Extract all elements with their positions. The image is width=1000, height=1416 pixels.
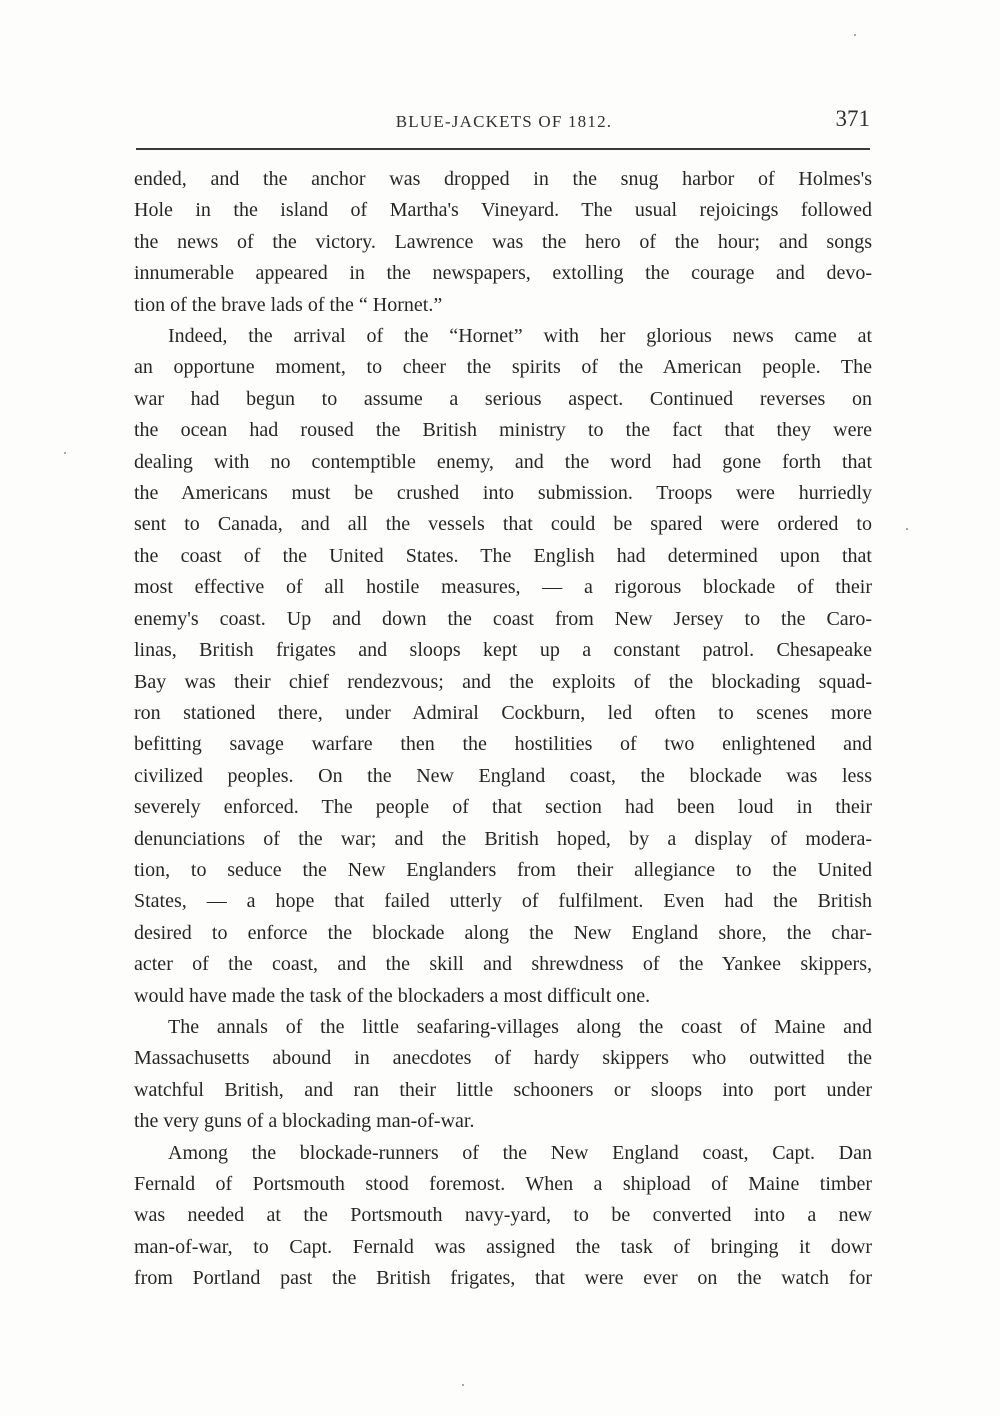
text-line: Fernald of Portsmouth stood foremost. When a shipload of Maine timber xyxy=(134,1173,872,1195)
text-line: watchful British, and ran their little schooners or sloops into port under xyxy=(134,1078,872,1101)
text-line: ended, and the anchor was dropped in the snug harbor of Holmes's xyxy=(134,168,872,190)
text-line: States, — a hope that failed utterly of fulfilment. Even had the British xyxy=(134,890,872,913)
text-line: the very guns of a blockading man-of-war. xyxy=(134,1110,475,1133)
text-line: Indeed, the arrival of the “Hornet” with her glorious news came at xyxy=(168,325,872,348)
paragraph-2 xyxy=(134,321,872,1012)
text-line: man-of-war, to Capt. Fernald was assigned the task of bringing it dowr xyxy=(134,1235,872,1258)
text-line: sent to Canada, and all the vessels that could be spared were ordered to xyxy=(134,513,872,536)
text-line: tion of the brave lads of the “ Hornet.” xyxy=(134,293,443,316)
text-line: the news of the victory. Lawrence was the hero of the hour; and songs xyxy=(134,230,872,253)
text-line: ron stationed there, under Admiral Cockburn, led often to scenes more xyxy=(134,701,872,724)
text-line: from Portland past the British frigates, that were ever on the watch for xyxy=(134,1267,872,1290)
text-line: The annals of the little seafaring-villages along the coast of Maine and xyxy=(168,1015,872,1038)
text-line: tion, to seduce the New Englanders from their allegiance to the United xyxy=(134,858,872,881)
header-rule xyxy=(136,148,870,150)
text-line: Among the blockade-runners of the New England coast, Capt. Dan xyxy=(168,1141,872,1164)
text-line: acter of the coast, and the skill and shrewdness of the Yankee skippers, xyxy=(134,953,872,976)
body-text xyxy=(134,164,872,1295)
text-line: linas, British frigates and sloops kept up a constant patrol. Chesapeake xyxy=(134,639,872,662)
text-line: Hole in the island of Martha's Vineyard. The usual rejoicings followed xyxy=(134,199,872,222)
text-line: war had begun to assume a serious aspect. Continued reverses on xyxy=(134,387,872,410)
text-line: desired to enforce the blockade along the New England shore, the char- xyxy=(134,921,872,944)
text-line: would have made the task of the blockaders a most difficult one. xyxy=(134,984,651,1007)
text-line: enemy's coast. Up and down the coast from New Jersey to the Caro- xyxy=(134,607,872,630)
paragraph-1 xyxy=(134,164,872,321)
text-line: was needed at the Portsmouth navy-yard, to be converted into a new xyxy=(134,1204,872,1227)
text-line: an opportune moment, to cheer the spirits of the American people. The xyxy=(134,356,872,379)
text-line: innumerable appeared in the newspapers, extolling the courage and devo- xyxy=(134,262,872,285)
paragraph-3 xyxy=(134,1012,872,1138)
text-line: severely enforced. The people of that section had been loud in their xyxy=(134,796,872,819)
paper-speck xyxy=(64,452,66,454)
text-line: civilized peoples. On the New England coast, the blockade was less xyxy=(134,764,872,787)
running-head xyxy=(134,104,874,144)
text-line: most effective of all hostile measures, — a rigorous blockade of their xyxy=(134,576,872,599)
text-line: dealing with no contemptible enemy, and the word had gone forth that xyxy=(134,450,872,473)
paper-speck xyxy=(854,34,856,36)
text-line: befitting savage warfare then the hostilities of two enlightened and xyxy=(134,733,872,756)
text-line: Bay was their chief rendezvous; and the exploits of the blockading squad- xyxy=(134,670,872,693)
paragraph-4 xyxy=(134,1138,872,1295)
text-line: denunciations of the war; and the British hoped, by a display of modera- xyxy=(134,827,872,850)
paper-speck xyxy=(462,1384,464,1386)
text-line: the ocean had roused the British ministry to the fact that they were xyxy=(134,419,872,442)
text-line: the Americans must be crushed into submission. Troops were hurriedly xyxy=(134,482,872,505)
paper-speck xyxy=(906,528,908,530)
page-number: 371 xyxy=(835,106,870,131)
running-title: BLUE-JACKETS OF 1812. xyxy=(395,112,613,131)
text-line: Massachusetts abound in anecdotes of hardy skippers who outwitted the xyxy=(134,1047,872,1070)
text-line: the coast of the United States. The English had determined upon that xyxy=(134,544,872,567)
